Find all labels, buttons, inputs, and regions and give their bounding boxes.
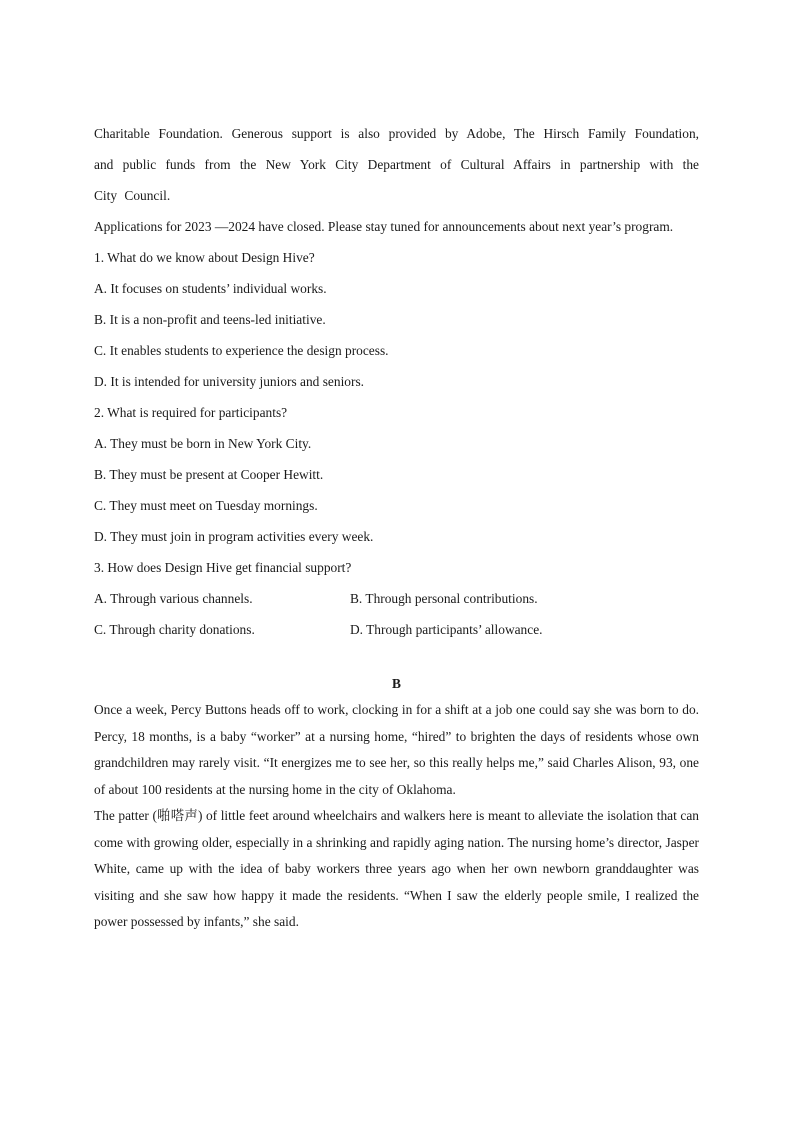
section-heading: B xyxy=(392,676,401,691)
option-row xyxy=(94,614,699,645)
option-b: B. It is a non-profit and teens-led initiative. xyxy=(94,312,326,327)
question-stem: 3. How does Design Hive get financial support? xyxy=(94,560,352,575)
option-b: B. They must be present at Cooper Hewitt. xyxy=(94,467,324,482)
option-c: C. Through charity donations. xyxy=(94,622,255,637)
applications-paragraph: Applications for 2023 —2024 have closed. Please stay tuned for announcements about next year’s program. xyxy=(94,219,674,234)
option-c: C. They must meet on Tuesday mornings. xyxy=(94,498,318,513)
document-page xyxy=(94,118,699,936)
option-b: B. Through personal contributions. xyxy=(350,591,538,606)
option-c: C. It enables students to experience the design process. xyxy=(94,343,389,358)
question-3 xyxy=(94,552,699,645)
option-row xyxy=(94,583,699,614)
option-a: A. Through various channels. xyxy=(94,591,253,606)
option-a: A. They must be born in New York City. xyxy=(94,436,312,451)
question-stem: 2. What is required for participants? xyxy=(94,405,288,420)
question-stem: 1. What do we know about Design Hive? xyxy=(94,250,315,265)
option-a: A. It focuses on students’ individual works. xyxy=(94,281,327,296)
funding-paragraph: Charitable Foundation. Generous support is also provided by Adobe, The Hirsch Family Foundation, and public funds from the New York City Department of Cultural Affairs in partnership with the City Council. xyxy=(94,126,699,203)
option-d: D. Through participants’ allowance. xyxy=(350,622,543,637)
question-1 xyxy=(94,242,699,397)
story-paragraph: Once a week, Percy Buttons heads off to work, clocking in for a shift at a job one could say she was born to do. Percy, 18 months, is a baby “worker” at a nursing home, “hired” to brighten the days of residents whose own grandchildren may rarely visit. “It energizes me to see her, so this really helps me,” said Charles Alison, 93, one of about 100 residents at the nursing home in the city of Oklahoma. xyxy=(94,702,699,797)
question-2 xyxy=(94,397,699,552)
story-paragraph: The patter (啪嗒声) of little feet around wheelchairs and walkers here is meant to alleviate the isolation that can come with growing older, especially in a shrinking and rapidly aging nation. The nursing home’s director, Jasper White, came up with the idea of baby workers three years ago when her own newborn granddaughter was visiting and she saw how happy it made the residents. “When I saw the elderly people smile, I realized the power possessed by infants,” she said. xyxy=(94,808,699,929)
option-d: D. It is intended for university juniors and seniors. xyxy=(94,374,365,389)
option-d: D. They must join in program activities every week. xyxy=(94,529,374,544)
